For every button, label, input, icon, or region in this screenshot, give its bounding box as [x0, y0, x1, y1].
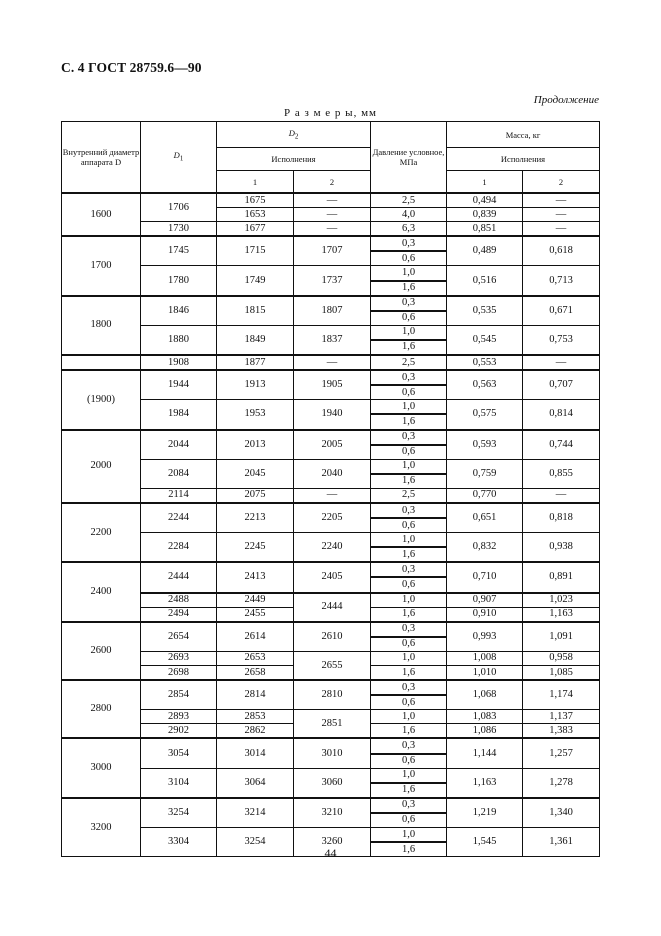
- cell-mass-v2: 0,891: [523, 562, 600, 592]
- cell-mass-v1: 1,008: [447, 651, 523, 665]
- table-row: [62, 370, 600, 385]
- cell-pressure: 1,6: [371, 607, 447, 622]
- table-row: [62, 296, 600, 311]
- cell-d1: 1780: [141, 266, 217, 296]
- cell-d2-v1: 2814: [217, 680, 294, 710]
- cell-pressure: 1,0: [371, 266, 447, 281]
- header-inner-diameter: Внутренний диаметр аппарата D: [62, 122, 141, 194]
- cell-mass-v1: 0,770: [447, 488, 523, 503]
- cell-pressure: 1,6: [371, 783, 447, 798]
- cell-d2-v1: 2045: [217, 459, 294, 488]
- cell-mass-v2: 0,855: [523, 459, 600, 488]
- cell-d2-v1: 1877: [217, 355, 294, 370]
- cell-d1: 3304: [141, 828, 217, 857]
- cell-mass-v1: 0,563: [447, 370, 523, 400]
- cell-pressure: 6,3: [371, 222, 447, 237]
- table-row: [62, 828, 600, 843]
- cell-mass-v1: 1,219: [447, 798, 523, 828]
- cell-pressure: 1,6: [371, 666, 447, 681]
- cell-d1: 2284: [141, 533, 217, 563]
- cell-d2-v1: 1815: [217, 296, 294, 326]
- cell-pressure: 0,6: [371, 311, 447, 326]
- cell-pressure: 0,3: [371, 738, 447, 753]
- cell-pressure: 1,0: [371, 400, 447, 415]
- cell-mass-v2: 1,163: [523, 607, 600, 622]
- cell-mass-v2: —: [523, 222, 600, 237]
- cell-d1: 1706: [141, 193, 217, 222]
- cell-inner-diameter: 3000: [62, 738, 141, 797]
- cell-pressure: 1,6: [371, 414, 447, 429]
- cell-mass-v1: 0,489: [447, 236, 523, 266]
- cell-pressure: 0,3: [371, 798, 447, 813]
- cell-d1: 3254: [141, 798, 217, 828]
- cell-pressure: 0,6: [371, 695, 447, 710]
- cell-pressure: 0,3: [371, 236, 447, 251]
- cell-d1: 1908: [141, 355, 217, 370]
- cell-mass-v1: 0,651: [447, 503, 523, 533]
- cell-d2-v2: 2005: [294, 430, 371, 460]
- cell-mass-v2: 1,340: [523, 798, 600, 828]
- cell-mass-v2: 0,713: [523, 266, 600, 296]
- cell-mass-v2: 0,818: [523, 503, 600, 533]
- table-row: [62, 193, 600, 208]
- table-row: [62, 459, 600, 474]
- cell-mass-v2: 0,671: [523, 296, 600, 326]
- cell-d2-v1: 1913: [217, 370, 294, 400]
- header-versions-mass: Исполнения: [447, 148, 600, 171]
- cell-d2-v2: —: [294, 488, 371, 503]
- cell-mass-v1: 0,910: [447, 607, 523, 622]
- cell-pressure: 0,3: [371, 503, 447, 518]
- cell-mass-v2: —: [523, 488, 600, 503]
- cell-d2-v2: 1837: [294, 325, 371, 355]
- cell-mass-v1: 0,759: [447, 459, 523, 488]
- cell-d1: 1846: [141, 296, 217, 326]
- cell-mass-v2: 1,361: [523, 828, 600, 857]
- cell-inner-diameter: 2200: [62, 503, 141, 562]
- cell-d2-v2: 1905: [294, 370, 371, 400]
- cell-d1: 1730: [141, 222, 217, 237]
- cell-mass-v2: 1,085: [523, 666, 600, 681]
- cell-mass-v1: 1,086: [447, 724, 523, 739]
- cell-mass-v1: 1,068: [447, 680, 523, 710]
- cell-d2-v1: 2213: [217, 503, 294, 533]
- header-d2-version-2: 2: [294, 171, 371, 194]
- cell-d2-v1: 1715: [217, 236, 294, 266]
- cell-pressure: 1,6: [371, 340, 447, 355]
- table-row: [62, 651, 600, 665]
- cell-d2-v1: 2614: [217, 622, 294, 652]
- cell-pressure: 1,6: [371, 281, 447, 296]
- cell-pressure: 1,0: [371, 533, 447, 548]
- cell-d2-v2: 1940: [294, 400, 371, 430]
- cell-pressure: 0,3: [371, 680, 447, 695]
- cell-mass-v2: 0,618: [523, 236, 600, 266]
- cell-mass-v1: 0,494: [447, 193, 523, 208]
- cell-d2-v2: —: [294, 208, 371, 222]
- cell-pressure: 0,6: [371, 385, 447, 400]
- cell-mass-v1: 0,907: [447, 593, 523, 608]
- cell-d1: 2114: [141, 488, 217, 503]
- cell-inner-diameter: 1600: [62, 193, 141, 236]
- cell-mass-v2: 0,707: [523, 370, 600, 400]
- cell-mass-v2: 1,023: [523, 593, 600, 608]
- cell-mass-v1: 0,575: [447, 400, 523, 430]
- cell-mass-v2: 0,958: [523, 651, 600, 665]
- cell-pressure: 1,0: [371, 651, 447, 665]
- cell-d2-v1: 2653: [217, 651, 294, 665]
- cell-mass-v2: 1,137: [523, 710, 600, 724]
- cell-d2-v2: —: [294, 355, 371, 370]
- cell-d2-v2: 3060: [294, 768, 371, 798]
- cell-mass-v2: 0,753: [523, 325, 600, 355]
- cell-mass-v2: —: [523, 193, 600, 208]
- cell-pressure: 1,0: [371, 828, 447, 843]
- cell-d2-v2: 2610: [294, 622, 371, 652]
- table-row: [62, 400, 600, 415]
- table-row: [62, 798, 600, 813]
- cell-mass-v2: —: [523, 208, 600, 222]
- cell-pressure: 0,3: [371, 622, 447, 637]
- cell-d2-v1: 3254: [217, 828, 294, 857]
- cell-mass-v2: 0,744: [523, 430, 600, 460]
- table-row: [62, 768, 600, 783]
- cell-pressure: 0,3: [371, 370, 447, 385]
- cell-d1: 1944: [141, 370, 217, 400]
- cell-d2-v2: —: [294, 222, 371, 237]
- cell-mass-v2: 0,938: [523, 533, 600, 563]
- cell-pressure: 1,0: [371, 325, 447, 340]
- cell-d2-v2: 2851: [294, 710, 371, 739]
- cell-mass-v2: 1,278: [523, 768, 600, 798]
- table-row: [62, 738, 600, 753]
- cell-d1: 2698: [141, 666, 217, 681]
- cell-inner-diameter: [62, 355, 141, 370]
- cell-pressure: 2,5: [371, 355, 447, 370]
- table-row: [62, 355, 600, 370]
- cell-d1: 2654: [141, 622, 217, 652]
- cell-pressure: 1,0: [371, 768, 447, 783]
- cell-pressure: 0,6: [371, 445, 447, 460]
- cell-mass-v1: 0,832: [447, 533, 523, 563]
- cell-inner-diameter: 2800: [62, 680, 141, 738]
- cell-mass-v1: 0,710: [447, 562, 523, 592]
- cell-inner-diameter: 1700: [62, 236, 141, 295]
- header-mass: Масса, кг: [447, 122, 600, 148]
- cell-mass-v2: 0,814: [523, 400, 600, 430]
- cell-mass-v2: 1,383: [523, 724, 600, 739]
- cell-d2-v2: 1707: [294, 236, 371, 266]
- table-row: [62, 430, 600, 445]
- cell-d2-v2: 2405: [294, 562, 371, 592]
- cell-inner-diameter: 1800: [62, 296, 141, 355]
- cell-d1: 1745: [141, 236, 217, 266]
- cell-d2-v1: 1953: [217, 400, 294, 430]
- cell-d2-v2: 2444: [294, 593, 371, 622]
- cell-mass-v1: 1,545: [447, 828, 523, 857]
- header-mass-version-1: 1: [447, 171, 523, 194]
- cell-d2-v1: 1653: [217, 208, 294, 222]
- table-row: [62, 266, 600, 281]
- cell-mass-v1: 0,535: [447, 296, 523, 326]
- header-d2: $D_2$: [217, 122, 371, 148]
- cell-d2-v2: 2040: [294, 459, 371, 488]
- cell-mass-v1: 1,083: [447, 710, 523, 724]
- cell-d2-v2: 2240: [294, 533, 371, 563]
- cell-d2-v1: 2449: [217, 593, 294, 608]
- cell-pressure: 0,6: [371, 518, 447, 533]
- header-pressure: Давление условное, МПа: [371, 122, 447, 194]
- cell-d2-v2: 1807: [294, 296, 371, 326]
- cell-d2-v1: 2413: [217, 562, 294, 592]
- header-d1: $D_1$: [141, 122, 217, 194]
- cell-d2-v1: 2455: [217, 607, 294, 622]
- cell-pressure: 0,6: [371, 754, 447, 769]
- cell-mass-v2: 1,257: [523, 738, 600, 768]
- document-header: С. 4 ГОСТ 28759.6—90: [61, 60, 202, 75]
- cell-d2-v1: 2658: [217, 666, 294, 681]
- cell-pressure: 1,6: [371, 724, 447, 739]
- cell-d1: 1984: [141, 400, 217, 430]
- cell-pressure: 0,6: [371, 251, 447, 266]
- cell-inner-diameter: (1900): [62, 370, 141, 429]
- table-row: [62, 533, 600, 548]
- cell-mass-v1: 0,553: [447, 355, 523, 370]
- table-row: [62, 680, 600, 695]
- cell-d2-v2: 1737: [294, 266, 371, 296]
- cell-d1: 2488: [141, 593, 217, 608]
- cell-d1: 1880: [141, 325, 217, 355]
- continued-label: Продолжение: [533, 94, 599, 106]
- cell-pressure: 4,0: [371, 208, 447, 222]
- cell-pressure: 1,6: [371, 842, 447, 857]
- cell-d2-v1: 2245: [217, 533, 294, 563]
- cell-d2-v1: 1849: [217, 325, 294, 355]
- table-row: [62, 488, 600, 503]
- table-row: [62, 236, 600, 251]
- cell-d2-v2: —: [294, 193, 371, 208]
- cell-mass-v1: 1,010: [447, 666, 523, 681]
- cell-pressure: 1,6: [371, 474, 447, 489]
- cell-d2-v1: 1749: [217, 266, 294, 296]
- cell-mass-v1: 0,993: [447, 622, 523, 652]
- cell-pressure: 0,3: [371, 296, 447, 311]
- cell-d2-v2: 2205: [294, 503, 371, 533]
- cell-mass-v1: 0,593: [447, 430, 523, 460]
- cell-mass-v1: 0,839: [447, 208, 523, 222]
- table-row: [62, 503, 600, 518]
- cell-d1: 2693: [141, 651, 217, 665]
- header-d2-version-1: 1: [217, 171, 294, 194]
- cell-inner-diameter: 2600: [62, 622, 141, 680]
- cell-d2-v1: 1677: [217, 222, 294, 237]
- cell-d2-v1: 2853: [217, 710, 294, 724]
- cell-pressure: 2,5: [371, 193, 447, 208]
- cell-mass-v1: 1,144: [447, 738, 523, 768]
- cell-d1: 3054: [141, 738, 217, 768]
- cell-d2-v1: 2075: [217, 488, 294, 503]
- cell-d1: 2084: [141, 459, 217, 488]
- cell-pressure: 2,5: [371, 488, 447, 503]
- cell-d2-v2: 2810: [294, 680, 371, 710]
- cell-pressure: 0,3: [371, 430, 447, 445]
- cell-d2-v2: 3260: [294, 828, 371, 857]
- cell-pressure: 1,0: [371, 593, 447, 608]
- cell-d1: 2902: [141, 724, 217, 739]
- cell-mass-v1: 0,545: [447, 325, 523, 355]
- cell-d2-v1: 2013: [217, 430, 294, 460]
- cell-d1: 2444: [141, 562, 217, 592]
- cell-pressure: 1,6: [371, 547, 447, 562]
- cell-pressure: 1,0: [371, 710, 447, 724]
- cell-d1: 2893: [141, 710, 217, 724]
- table-caption: Р а з м е р ы, мм: [283, 107, 377, 119]
- cell-d2-v2: 3010: [294, 738, 371, 768]
- cell-mass-v1: 0,851: [447, 222, 523, 237]
- header-versions-d2: Исполнения: [217, 148, 371, 171]
- page-number: 44: [324, 846, 337, 860]
- table-row: [62, 325, 600, 340]
- cell-d1: 2244: [141, 503, 217, 533]
- dimensions-table: [61, 121, 600, 857]
- table-row: [62, 562, 600, 577]
- cell-mass-v2: 1,174: [523, 680, 600, 710]
- cell-pressure: 0,6: [371, 577, 447, 592]
- cell-inner-diameter: 3200: [62, 798, 141, 857]
- header-mass-version-2: 2: [523, 171, 600, 194]
- cell-inner-diameter: 2400: [62, 562, 141, 621]
- cell-d1: 2044: [141, 430, 217, 460]
- cell-d2-v1: 3214: [217, 798, 294, 828]
- cell-d1: 3104: [141, 768, 217, 798]
- cell-mass-v2: 1,091: [523, 622, 600, 652]
- table-row: [62, 593, 600, 608]
- table-row: [62, 710, 600, 724]
- cell-mass-v1: 0,516: [447, 266, 523, 296]
- cell-mass-v1: 1,163: [447, 768, 523, 798]
- cell-d2-v1: 3064: [217, 768, 294, 798]
- cell-pressure: 0,6: [371, 637, 447, 652]
- cell-d2-v1: 3014: [217, 738, 294, 768]
- cell-inner-diameter: 2000: [62, 430, 141, 503]
- cell-d2-v2: 2655: [294, 651, 371, 680]
- table-row: [62, 622, 600, 637]
- cell-d2-v2: 3210: [294, 798, 371, 828]
- cell-d1: 2854: [141, 680, 217, 710]
- cell-pressure: 0,3: [371, 562, 447, 577]
- cell-d2-v1: 1675: [217, 193, 294, 208]
- cell-mass-v2: —: [523, 355, 600, 370]
- cell-d2-v1: 2862: [217, 724, 294, 739]
- table-row: [62, 222, 600, 237]
- cell-d1: 2494: [141, 607, 217, 622]
- cell-pressure: 1,0: [371, 459, 447, 474]
- cell-pressure: 0,6: [371, 813, 447, 828]
